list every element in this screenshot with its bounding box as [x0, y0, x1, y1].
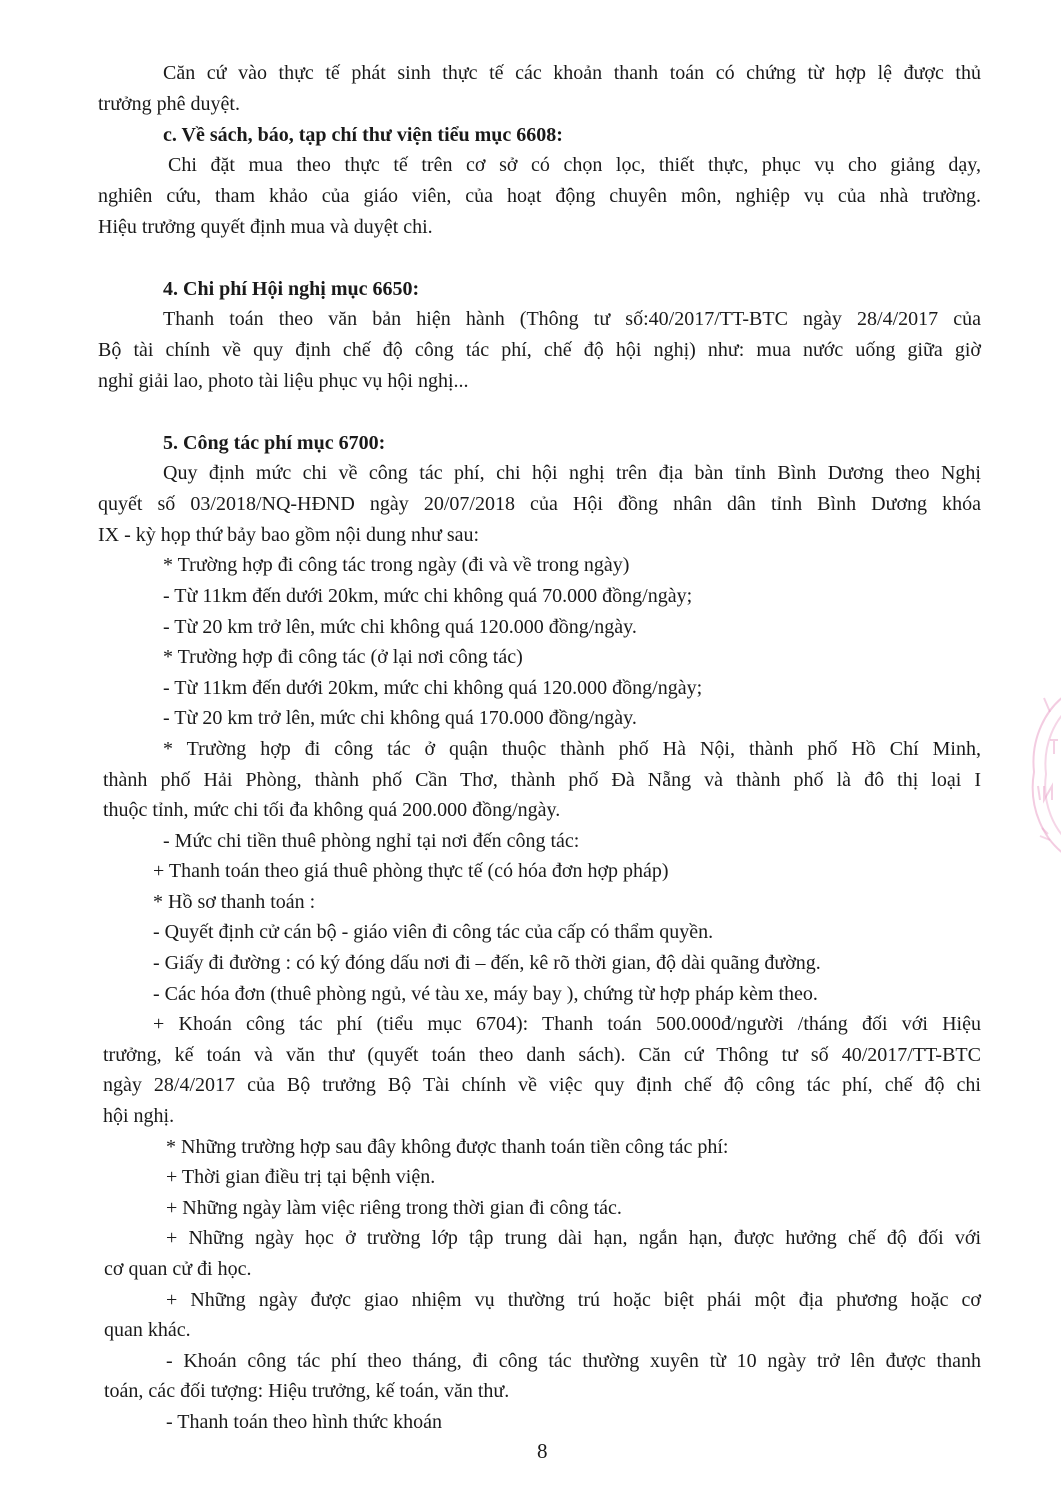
text-line: quan khác. [104, 1319, 191, 1341]
text-line: * Hồ sơ thanh toán : [153, 891, 316, 913]
text-line: - Từ 20 km trở lên, mức chi không quá 120.000 đồng/ngày. [163, 616, 637, 638]
text-line: - Từ 11km đến dưới 20km, mức chi không quá 70.000 đồng/ngày; [163, 585, 693, 607]
text-line: toán, các đối tượng: Hiệu trưởng, kế toán, văn thư. [104, 1380, 510, 1402]
text-line: thành phố Hải Phòng, thành phố Cần Thơ, thành phố Đà Nẵng và thành phố là đô thị loại I [103, 769, 981, 791]
text-line: - Quyết định cử cán bộ - giáo viên đi công tác của cấp có thẩm quyền. [153, 921, 714, 943]
text-line: Thanh toán theo văn bản hiện hành (Thông tư số:40/2017/TT-BTC ngày 28/4/2017 của [163, 308, 981, 330]
text-line: ngày 28/4/2017 của Bộ trưởng Bộ Tài chính về việc quy định chế độ công tác phí, chế độ chi [103, 1074, 981, 1096]
text-line: cơ quan cử đi học. [104, 1258, 252, 1280]
text-line: * Trường hợp đi công tác (ở lại nơi công tác) [163, 646, 523, 668]
text-line: IX - kỳ họp thứ bảy bao gồm nội dung như sau: [98, 524, 480, 546]
text-line: + Thời gian điều trị tại bệnh viện. [166, 1166, 436, 1188]
text-line: trưởng phê duyệt. [98, 93, 240, 115]
text-line: * Trường hợp đi công tác trong ngày (đi và về trong ngày) [163, 554, 630, 576]
text-line: + Những ngày học ở trường lớp tập trung dài hạn, ngắn hạn, được hưởng chế độ đối với [166, 1227, 981, 1249]
text-line: nghiên cứu, tham khảo của giáo viên, của hoạt động chuyên môn, nghiệp vụ của nhà trường. [98, 185, 981, 207]
text-line: * Những trường hợp sau đây không được thanh toán tiền công tác phí: [166, 1136, 729, 1158]
text-line: - Giấy đi đường : có ký đóng dấu nơi đi – đến, kê rõ thời gian, độ dài quãng đường. [153, 952, 821, 974]
text-line: Hiệu trưởng quyết định mua và duyệt chi. [98, 216, 433, 238]
text-line: * Trường hợp đi công tác ở quận thuộc thành phố Hà Nội, thành phố Hồ Chí Minh, [163, 738, 981, 760]
text-line: - Mức chi tiền thuê phòng nghỉ tại nơi đến công tác: [163, 830, 580, 852]
section-heading: 5. Công tác phí mục 6700: [163, 432, 386, 454]
text-line: Chi đặt mua theo thực tế trên cơ sở có chọn lọc, thiết thực, phục vụ cho giảng dạy, [168, 154, 981, 176]
text-line: quyết số 03/2018/NQ-HĐND ngày 20/07/2018 của Hội đồng nhân dân tỉnh Bình Dương khóa [98, 493, 981, 515]
text-line: + Những ngày làm việc riêng trong thời gian đi công tác. [166, 1197, 622, 1219]
text-line: Quy định mức chi về công tác phí, chi hội nghị trên địa bàn tỉnh Bình Dương theo Nghị [163, 462, 981, 484]
partial-stamp-mark [1030, 690, 1061, 860]
text-line: + Thanh toán theo giá thuê phòng thực tế (có hóa đơn hợp pháp) [153, 860, 669, 882]
text-line: + Khoán công tác phí (tiểu mục 6704): Thanh toán 500.000đ/người /tháng đối với Hiệu [153, 1013, 981, 1035]
text-line: trưởng, kế toán và văn thư (quyết toán theo danh sách). Căn cứ Thông tư số 40/2017/TT-BTC [103, 1044, 981, 1066]
text-line: Bộ tài chính về quy định chế độ công tác phí, chế độ hội nghị) như: mua nước uống giữa giờ [98, 339, 981, 361]
text-line: + Những ngày được giao nhiệm vụ thường trú hoặc biệt phái một địa phương hoặc cơ [166, 1289, 981, 1311]
text-line: thuộc tỉnh, mức chi tối đa không quá 200.000 đồng/ngày. [103, 799, 561, 821]
page-number: 8 [537, 1439, 548, 1463]
text-line: - Từ 11km đến dưới 20km, mức chi không quá 120.000 đồng/ngày; [163, 677, 703, 699]
text-line: hội nghị. [103, 1105, 175, 1127]
text-line: - Thanh toán theo hình thức khoán [166, 1411, 442, 1433]
section-heading: c. Về sách, báo, tạp chí thư viện tiểu mục 6608: [163, 124, 563, 146]
section-heading: 4. Chi phí Hội nghị mục 6650: [163, 278, 420, 300]
text-line: - Khoán công tác phí theo tháng, đi công tác thường xuyên từ 10 ngày trở lên được thanh [166, 1350, 981, 1372]
text-line: - Từ 20 km trở lên, mức chi không quá 170.000 đồng/ngày. [163, 707, 637, 729]
text-line: - Các hóa đơn (thuê phòng ngủ, vé tàu xe, máy bay ), chứng từ hợp pháp kèm theo. [153, 983, 818, 1005]
text-line: Căn cứ vào thực tế phát sinh thực tế các khoản thanh toán có chứng từ hợp lệ được thủ [163, 62, 981, 84]
text-line: nghỉ giải lao, photo tài liệu phục vụ hội nghị... [98, 370, 469, 392]
